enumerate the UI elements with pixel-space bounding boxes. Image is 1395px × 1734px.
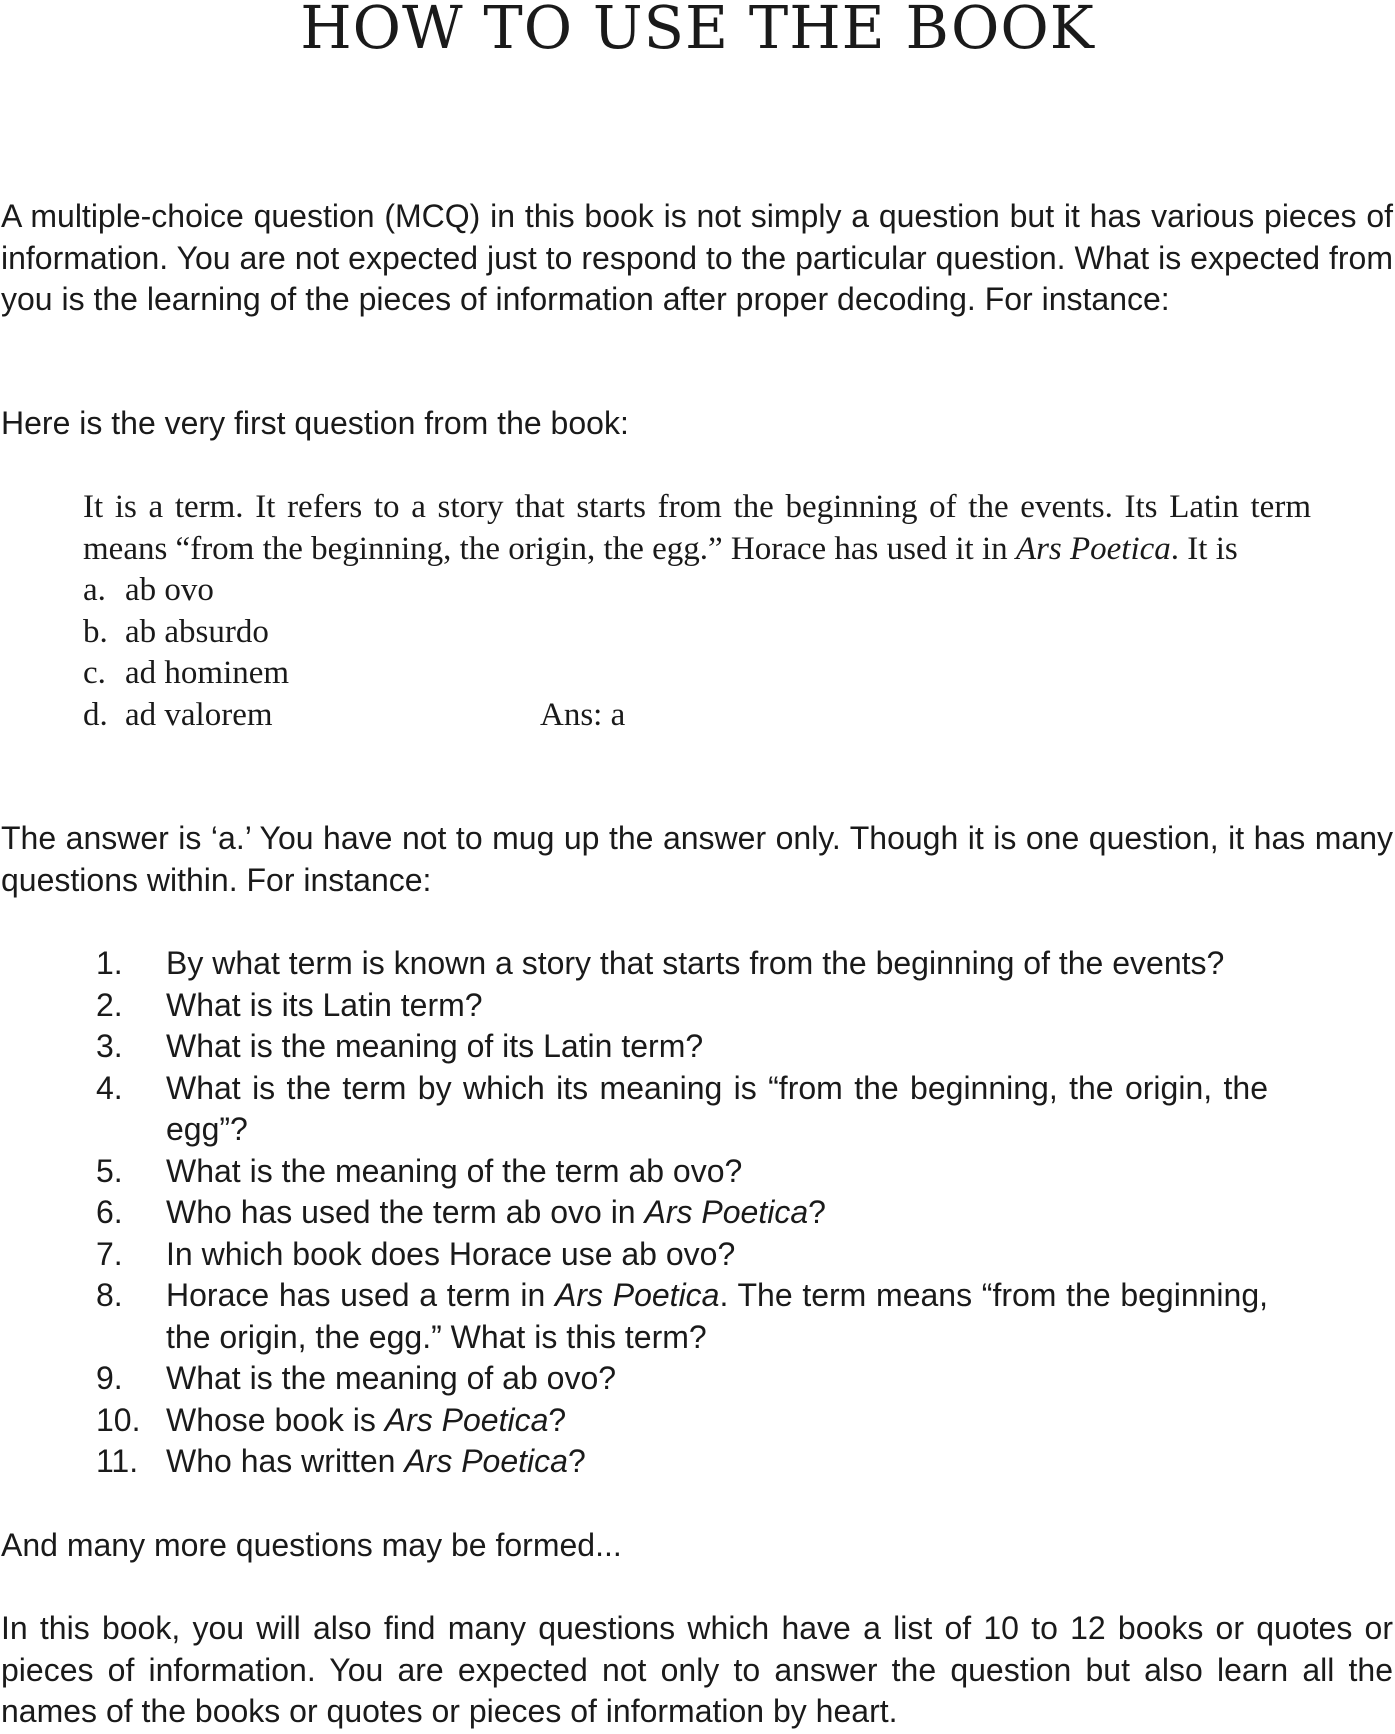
list-item-number: 6. [96, 1194, 123, 1230]
list-item-text: Who has used the term ab ovo in [166, 1194, 645, 1230]
mcq-stem-text: It is a term. It refers to a story that starts from the beginning of the events. Its Latin term means “from the beginning, the origin, the egg.” Horace has used it in [83, 489, 1311, 567]
mcq-option-c [83, 653, 1313, 695]
list-item [96, 1400, 1268, 1442]
list-item [96, 1275, 1268, 1358]
mcq-option-letter: b. [83, 613, 108, 650]
list-item-text: What is its Latin term? [166, 986, 483, 1023]
list-item [96, 1026, 1268, 1068]
mcq-option-letter: d. [83, 696, 108, 733]
derived-questions-list [96, 943, 1268, 1483]
list-item-text-end: ? [808, 1194, 826, 1230]
list-item-book-title: Ars Poetica [644, 1194, 809, 1230]
list-item-number: 10. [96, 1401, 141, 1438]
list-item-book-title: Ars Poetica [555, 1277, 720, 1313]
mcq-option-b [83, 612, 1313, 654]
list-item-number: 11. [96, 1443, 139, 1479]
list-item-text: Horace has used a term in [166, 1277, 556, 1313]
final-paragraph: In this book, you will also find many questions which have a list of 10 to 12 books or quotes or pieces of information. You are expected not only to answer the question but also learn all the names of the books or quotes or pieces of information by heart. [1, 1610, 1393, 1729]
list-item-number: 1. [96, 945, 123, 981]
mcq-stem-end: . It is [1170, 530, 1238, 567]
list-item-text: Who has written [166, 1443, 405, 1479]
list-item-number: 4. [96, 1069, 123, 1106]
mcq-option-a [83, 570, 1313, 612]
intro-paragraph: A multiple-choice question (MCQ) in this book is not simply a question but it has various pieces of information. You are not expected just to respond to the particular question. What is expected from you is the learning of the pieces of information after proper decoding. For instance: [1, 198, 1393, 317]
page-title: HOW TO USE THE BOOK [300, 0, 1095, 62]
list-item-text: What is the meaning of the term ab ovo? [166, 1152, 743, 1189]
lead-in-paragraph: Here is the very first question from the book: [1, 405, 629, 441]
mcq-stem [83, 487, 1311, 570]
list-item-text: What is the meaning of ab ovo? [166, 1360, 617, 1396]
list-item-text: Whose book is [166, 1401, 385, 1438]
mcq-answer: Ans: a [540, 696, 626, 733]
list-item-number: 3. [96, 1028, 123, 1064]
mcq-option-letter: a. [83, 572, 106, 609]
many-more-paragraph: And many more questions may be formed... [1, 1527, 622, 1563]
list-item-text-end: ? [567, 1443, 586, 1479]
list-item-number: 7. [96, 1235, 123, 1272]
mcq-option-text: ab absurdo [125, 613, 269, 650]
list-item-text: What is the term by which its meaning is “from the beginning, the origin, the egg”? [166, 1069, 1268, 1147]
list-item [96, 1068, 1268, 1151]
list-item-book-title: Ars Poetica [404, 1443, 568, 1479]
list-item-number: 8. [96, 1277, 123, 1313]
list-item [96, 985, 1268, 1027]
mcq-stem-book-title: Ars Poetica [1015, 530, 1171, 567]
list-item [96, 1358, 1268, 1400]
list-item [96, 1192, 1268, 1234]
list-item-text-end: . The term means “from the beginning, the origin, the egg.” What is this term? [166, 1277, 1269, 1355]
list-item-text: In which book does Horace use ab ovo? [166, 1235, 736, 1272]
list-item-number: 2. [96, 986, 123, 1023]
list-item-text: By what term is known a story that starts from the beginning of the events? [166, 945, 1225, 981]
mcq-option-d [83, 695, 1313, 737]
list-item-book-title: Ars Poetica [384, 1401, 549, 1438]
mcq-option-text: ad valorem [125, 696, 273, 733]
list-item [96, 1151, 1268, 1193]
list-item-text: What is the meaning of its Latin term? [166, 1028, 704, 1064]
list-item [96, 1234, 1268, 1276]
list-item-number: 5. [96, 1152, 123, 1189]
sample-mcq [83, 487, 1313, 737]
list-item [96, 1441, 1268, 1483]
answer-paragraph: The answer is ‘a.’ You have not to mug up the answer only. Though it is one question, it has many questions within. For instance: [1, 820, 1393, 898]
list-item-text-end: ? [548, 1401, 567, 1438]
list-item [96, 943, 1268, 985]
list-item-number: 9. [96, 1360, 123, 1396]
mcq-option-letter: c. [83, 655, 106, 692]
mcq-option-text: ad hominem [125, 655, 290, 692]
mcq-option-text: ab ovo [125, 572, 214, 609]
